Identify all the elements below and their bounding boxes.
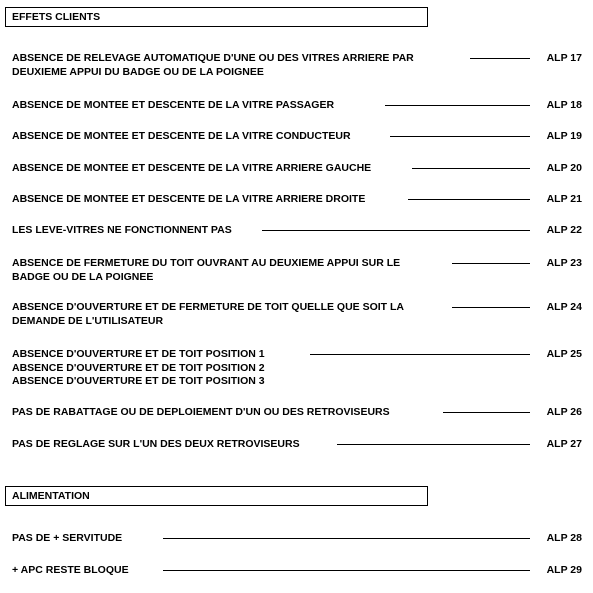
symptom-label-line: LES LEVE-VITRES NE FONCTIONNENT PAS [12, 224, 232, 236]
symptom-label [12, 224, 232, 238]
symptom-label [12, 564, 129, 578]
leader-line [408, 199, 530, 200]
symptom-label-line: ABSENCE D'OUVERTURE ET DE TOIT POSITION 1 [12, 348, 265, 360]
symptom-label [12, 532, 122, 546]
alp-reference: ALP 26 [546, 406, 582, 418]
symptom-label-line: + APC RESTE BLOQUE [12, 564, 129, 576]
symptom-label-line: BADGE OU DE LA POIGNEE [12, 270, 154, 283]
section-title: EFFETS CLIENTS [12, 11, 101, 23]
symptom-label-line: ABSENCE DE MONTEE ET DESCENTE DE LA VITRE CONDUCTEUR [12, 130, 351, 142]
alp-reference: ALP 18 [546, 99, 582, 111]
section-header-effets-clients [5, 7, 428, 27]
symptom-label-line: DEMANDE DE L'UTILISATEUR [12, 314, 164, 327]
alp-reference: ALP 29 [546, 564, 582, 576]
alp-reference: ALP 20 [546, 162, 582, 174]
symptom-label-line: PAS DE RABATTAGE OU DE DEPLOIEMENT D'UN OU DES RETROVISEURS [12, 406, 390, 418]
symptom-label [12, 99, 334, 113]
leader-line [470, 58, 530, 59]
alp-reference: ALP 19 [546, 130, 582, 142]
alp-reference: ALP 24 [546, 301, 582, 313]
symptom-label [12, 406, 390, 420]
symptom-label [12, 438, 300, 452]
alp-reference: ALP 22 [546, 224, 582, 236]
leader-line [452, 307, 530, 308]
symptom-label [12, 193, 365, 207]
symptom-label [12, 257, 400, 284]
section-header-alimentation [5, 486, 428, 506]
leader-line [262, 230, 530, 231]
symptom-label [12, 52, 414, 79]
leader-line [310, 354, 530, 355]
leader-line [452, 263, 530, 264]
alp-reference: ALP 25 [546, 348, 582, 360]
alp-reference: ALP 17 [546, 52, 582, 64]
section-title: ALIMENTATION [12, 490, 90, 502]
symptom-label-line: PAS DE REGLAGE SUR L'UN DES DEUX RETROVISEURS [12, 438, 300, 450]
symptom-label-line: ABSENCE D'OUVERTURE ET DE FERMETURE DE TOIT QUELLE QUE SOIT LA [12, 301, 404, 313]
leader-line [390, 136, 530, 137]
symptom-label-line: ABSENCE DE RELEVAGE AUTOMATIQUE D'UNE OU DES VITRES ARRIERE PAR [12, 52, 414, 64]
symptom-label-line: PAS DE + SERVITUDE [12, 532, 123, 544]
leader-line [443, 412, 530, 413]
symptom-label [12, 348, 265, 389]
symptom-label [12, 162, 371, 176]
leader-line [163, 538, 530, 539]
leader-line [412, 168, 530, 169]
alp-reference: ALP 21 [546, 193, 582, 205]
symptom-label-line: ABSENCE DE MONTEE ET DESCENTE DE LA VITRE ARRIERE GAUCHE [12, 162, 372, 174]
alp-reference: ALP 23 [546, 257, 582, 269]
symptom-label-line: ABSENCE DE FERMETURE DU TOIT OUVRANT AU DEUXIEME APPUI SUR LE [12, 257, 401, 269]
symptom-label-line: ABSENCE DE MONTEE ET DESCENTE DE LA VITRE ARRIERE DROITE [12, 193, 366, 205]
symptom-label-line: ABSENCE D'OUVERTURE ET DE TOIT POSITION 2 [12, 361, 265, 374]
symptom-label-line: DEUXIEME APPUI DU BADGE OU DE LA POIGNEE [12, 65, 264, 78]
alp-reference: ALP 28 [546, 532, 582, 544]
leader-line [163, 570, 530, 571]
symptom-label-line: ABSENCE DE MONTEE ET DESCENTE DE LA VITRE PASSAGER [12, 99, 335, 111]
alp-reference: ALP 27 [546, 438, 582, 450]
symptom-label-line: ABSENCE D'OUVERTURE ET DE TOIT POSITION 3 [12, 375, 265, 388]
symptom-label [12, 301, 404, 328]
leader-line [385, 105, 530, 106]
symptom-label [12, 130, 351, 144]
leader-line [337, 444, 530, 445]
